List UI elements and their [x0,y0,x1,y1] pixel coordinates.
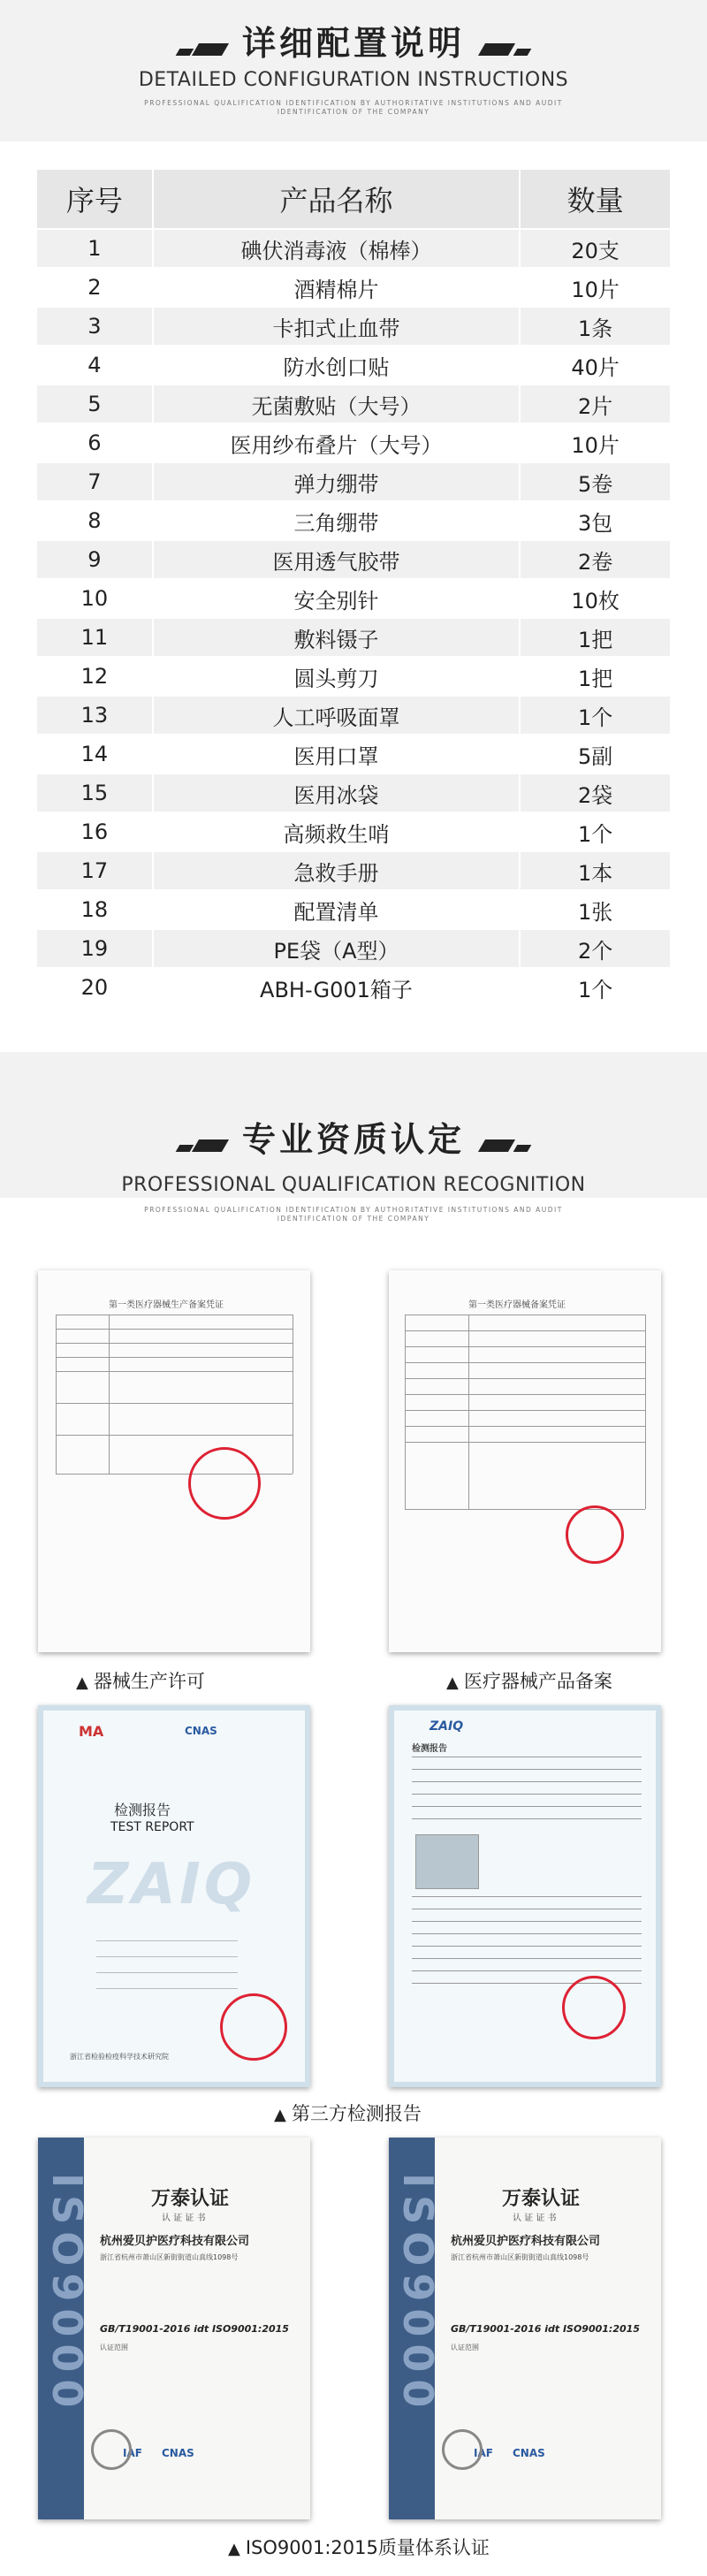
report2-title: 检测报告 [412,1744,447,1754]
row-quantity: 1把 [520,618,671,657]
table-row [36,696,671,735]
filing-doc-title: 第一类医疗器械备案凭证 [468,1300,566,1310]
iso-seal-2 [442,2429,483,2470]
row-index: 3 [36,307,153,346]
qual-title-row [0,1112,707,1161]
triangle-icon: ▲ [446,1673,459,1692]
iso-vertical-text: ISO9000 [43,2173,91,2415]
cnas-logo-iso-2: CNAS [513,2447,545,2459]
config-title-en: DETAILED CONFIGURATION INSTRUCTIONS [138,69,569,91]
table-row [36,229,671,268]
row-index: 12 [36,657,153,696]
row-quantity: 10片 [520,423,671,462]
row-quantity: 2卷 [520,540,671,579]
row-index: 20 [36,968,153,1007]
config-title-row [0,16,707,65]
product-filing-image [389,1270,661,1652]
iso-vertical-text-2: ISO9000 [394,2173,442,2415]
configuration-table [35,168,672,1008]
row-quantity: 1个 [520,968,671,1007]
row-product-name: 医用冰袋 [153,774,521,812]
qual-title: 专业资质认定 [241,1120,465,1159]
row-product-name: 防水创口贴 [153,346,521,385]
row-quantity: 1条 [520,307,671,346]
test-report-image [38,1705,310,2087]
row-quantity: 3包 [520,501,671,540]
table-row [36,385,671,423]
row-product-name: ABH-G001箱子 [153,968,521,1007]
table-row [36,268,671,307]
row-index: 10 [36,579,153,618]
row-product-name: 人工呼吸面罩 [153,696,521,735]
table-row [36,812,671,851]
table-row [36,929,671,968]
iso-address-2: 浙江省杭州市萧山区新街街道山真线1098号 [451,2253,589,2261]
iso-certificate-image [38,2138,310,2519]
title-deco-right [482,42,529,59]
table-row [36,774,671,812]
row-quantity: 2个 [520,929,671,968]
row-product-name: 急救手册 [153,851,521,890]
iso-scope-label: 认证范围 [100,2344,128,2351]
triangle-icon: ▲ [274,2106,286,2124]
row-quantity: 1把 [520,657,671,696]
qual-subtitle-2: IDENTIFICATION OF THE COMPANY [277,1215,430,1223]
row-index: 7 [36,462,153,501]
row-quantity: 1个 [520,812,671,851]
license-doc-title: 第一类医疗器械生产备案凭证 [109,1300,224,1310]
iso-address: 浙江省杭州市萧山区新街街道山真线1098号 [100,2253,239,2261]
row-index: 8 [36,501,153,540]
table-row [36,540,671,579]
row-product-name: 医用口罩 [153,735,521,774]
ma-logo: MA [79,1723,104,1740]
row-quantity: 40片 [520,346,671,385]
iaf-logo-2: IAF [474,2447,493,2459]
table-body [36,229,671,1007]
row-quantity: 2袋 [520,774,671,812]
row-index: 4 [36,346,153,385]
table-row [36,618,671,657]
row-product-name: 医用透气胶带 [153,540,521,579]
table-row [36,501,671,540]
table-row [36,346,671,385]
cnas-logo: CNAS [185,1725,217,1737]
iso-sub: 认 证 证 书 [162,2214,206,2223]
row-index: 16 [36,812,153,851]
row-index: 9 [36,540,153,579]
row-product-name: 敷料镊子 [153,618,521,657]
iaf-logo: IAF [123,2447,142,2459]
report2-logo: ZAIQ [430,1719,464,1734]
filing-caption-text: 医疗器械产品备案 [463,1671,612,1692]
iso-caption [228,2534,490,2560]
row-product-name: 配置清单 [153,890,521,929]
table-row [36,851,671,890]
row-product-name: 卡扣式止血带 [153,307,521,346]
row-index: 11 [36,618,153,657]
title-deco-left [178,42,225,59]
row-product-name: 圆头剪刀 [153,657,521,696]
iso-brand-2: 万泰认证 [502,2188,581,2210]
report-watermark: ZAIQ [87,1852,256,1917]
iso-scope-label-2: 认证范围 [451,2344,479,2351]
report-title-zh: 检测报告 [114,1802,171,1818]
row-index: 19 [36,929,153,968]
config-subtitle-1: PROFESSIONAL QUALIFICATION IDENTIFICATION BY AUTHORITATIVE INSTITUTIONS AND AUDIT [144,99,563,107]
triangle-icon: ▲ [76,1673,88,1692]
row-quantity: 1本 [520,851,671,890]
iso-caption-text: ISO9001:2015质量体系认证 [245,2537,490,2558]
iso-standard-2: GB/T19001-2016 idt ISO9001:2015 [451,2323,640,2335]
row-product-name: 酒精棉片 [153,268,521,307]
row-product-name: 弹力绷带 [153,462,521,501]
row-product-name: 无菌敷贴（大号） [153,385,521,423]
iso-brand: 万泰认证 [151,2188,230,2210]
title-deco-right-2 [482,1139,529,1155]
report2-stamp [562,1976,626,2039]
table-row [36,657,671,696]
header-product-name: 产品名称 [153,169,521,229]
iso-certificate-copy-image [389,2138,661,2519]
row-product-name: 医用纱布叠片（大号） [153,423,521,462]
row-index: 13 [36,696,153,735]
report-caption-text: 第三方检测报告 [291,2103,422,2124]
iso-company-2: 杭州爱贝护医疗科技有限公司 [451,2235,601,2248]
title-deco-left-2 [178,1139,225,1155]
row-index: 1 [36,229,153,268]
qual-title-en: PROFESSIONAL QUALIFICATION RECOGNITION [121,1174,586,1196]
config-title: 详细配置说明 [241,24,465,63]
triangle-icon: ▲ [228,2540,240,2558]
row-quantity: 10片 [520,268,671,307]
row-index: 2 [36,268,153,307]
row-quantity: 20支 [520,229,671,268]
filing-caption [446,1667,612,1694]
iso-company: 杭州爱贝护医疗科技有限公司 [100,2235,250,2248]
row-product-name: 碘伏消毒液（棉棒） [153,229,521,268]
row-quantity: 2片 [520,385,671,423]
row-index: 14 [36,735,153,774]
license-caption [76,1667,205,1694]
row-index: 18 [36,890,153,929]
test-report-detail-image [389,1705,661,2087]
row-index: 6 [36,423,153,462]
table-row [36,968,671,1007]
product-photo [415,1834,479,1889]
report-caption [274,2100,422,2126]
iso-standard: GB/T19001-2016 idt ISO9001:2015 [100,2323,289,2335]
row-product-name: PE袋（A型） [153,929,521,968]
row-index: 17 [36,851,153,890]
license-stamp [188,1447,261,1520]
production-license-image [38,1270,310,1652]
row-product-name: 三角绷带 [153,501,521,540]
row-quantity: 5卷 [520,462,671,501]
iso-seal [91,2429,132,2470]
row-product-name: 安全别针 [153,579,521,618]
row-quantity: 1个 [520,696,671,735]
header-index: 序号 [36,169,153,229]
table-row [36,423,671,462]
row-quantity: 10枚 [520,579,671,618]
cnas-logo-iso: CNAS [162,2447,194,2459]
table-row [36,890,671,929]
iso-sub-2: 认 证 证 书 [513,2214,557,2223]
table-row [36,735,671,774]
table-row [36,307,671,346]
table-row [36,462,671,501]
row-quantity: 1张 [520,890,671,929]
table-row [36,579,671,618]
license-caption-text: 器械生产许可 [93,1671,205,1692]
row-quantity: 5副 [520,735,671,774]
report-org: 浙江省检验检疫科学技术研究院 [70,2053,169,2061]
qual-subtitle-1: PROFESSIONAL QUALIFICATION IDENTIFICATION BY AUTHORITATIVE INSTITUTIONS AND AUDIT [144,1206,563,1214]
filing-stamp [566,1505,624,1564]
config-subtitle-2: IDENTIFICATION OF THE COMPANY [277,108,430,116]
report-stamp [220,1993,287,2061]
row-index: 15 [36,774,153,812]
header-quantity: 数量 [520,169,671,229]
row-index: 5 [36,385,153,423]
report-title-en: TEST REPORT [110,1820,194,1834]
row-product-name: 高频救生哨 [153,812,521,851]
